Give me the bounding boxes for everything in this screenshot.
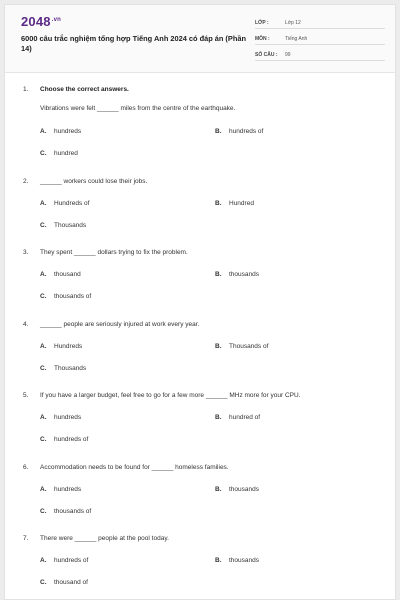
option-letter: A. [40, 128, 47, 135]
option-text: hundreds [54, 486, 82, 493]
document-page [4, 4, 396, 600]
option-text: Hundreds [54, 343, 83, 350]
option-c[interactable] [40, 150, 78, 157]
question-instruction: Choose the correct answers. [40, 86, 129, 93]
option-text: Hundreds of [54, 200, 90, 207]
question-number: 6. [23, 464, 29, 471]
question-text: ______ people are seriously injured at work every year. [40, 321, 200, 328]
meta-row-subject [255, 32, 385, 45]
question-text: ______ workers could lose their jobs. [40, 178, 148, 185]
option-text: Thousands of [229, 343, 269, 350]
document-meta [255, 16, 385, 64]
meta-label: SỐ CÂU : [255, 52, 278, 58]
meta-row-count [255, 48, 385, 61]
site-logo[interactable] [21, 14, 61, 29]
option-text: hundred of [229, 414, 261, 421]
option-text: thousand of [54, 579, 88, 586]
option-c[interactable] [40, 222, 86, 229]
option-text: thousands of [54, 508, 92, 515]
question-number: 1. [23, 86, 29, 93]
question-text: If you have a larger budget, feel free to go for a few more ______ MHz more for your CPU. [40, 392, 301, 399]
option-c[interactable] [40, 508, 91, 515]
option-text: Thousands [54, 222, 87, 229]
option-b[interactable] [215, 128, 263, 135]
option-letter: A. [40, 200, 47, 207]
question-text: Vibrations were felt ______ miles from the centre of the earthquake. [40, 105, 236, 112]
question-number: 2. [23, 178, 29, 185]
option-a[interactable] [40, 557, 88, 564]
question-6 [5, 464, 395, 536]
option-text: hundreds of [54, 436, 89, 443]
option-text: hundreds of [229, 128, 264, 135]
question-7 [5, 535, 395, 600]
question-5 [5, 392, 395, 464]
option-a[interactable] [40, 128, 81, 135]
option-letter: B. [215, 486, 222, 493]
option-a[interactable] [40, 414, 81, 421]
question-text: There were ______ people at the pool today. [40, 535, 169, 542]
option-a[interactable] [40, 271, 81, 278]
question-1 [5, 86, 395, 172]
option-letter: C. [40, 293, 47, 300]
option-text: Hundred [229, 200, 254, 207]
option-a[interactable] [40, 343, 82, 350]
option-letter: B. [215, 271, 222, 278]
option-text: thousands [229, 557, 259, 564]
option-letter: A. [40, 271, 47, 278]
option-b[interactable] [215, 200, 254, 207]
option-text: hundreds of [54, 557, 89, 564]
option-text: thousands [229, 271, 259, 278]
option-text: thousands [229, 486, 259, 493]
option-text: Thousands [54, 365, 87, 372]
option-letter: B. [215, 414, 222, 421]
question-number: 3. [23, 249, 29, 256]
option-text: hundreds [54, 414, 82, 421]
option-c[interactable] [40, 365, 86, 372]
option-letter: B. [215, 200, 222, 207]
option-c[interactable] [40, 436, 88, 443]
option-letter: C. [40, 150, 47, 157]
logo-text: 2048 [21, 14, 51, 29]
option-c[interactable] [40, 293, 91, 300]
option-letter: C. [40, 508, 47, 515]
option-b[interactable] [215, 486, 259, 493]
option-letter: C. [40, 436, 47, 443]
option-letter: C. [40, 579, 47, 586]
question-3 [5, 249, 395, 321]
option-a[interactable] [40, 200, 89, 207]
document-header [5, 5, 395, 73]
meta-row-class [255, 16, 385, 29]
document-title: 6000 câu trắc nghiệm tổng hợp Tiếng Anh 2024 có đáp án (Phần 14) [21, 34, 246, 53]
question-number: 5. [23, 392, 29, 399]
option-letter: B. [215, 128, 222, 135]
option-b[interactable] [215, 557, 259, 564]
logo-suffix: .vn [51, 16, 62, 23]
option-text: hundreds [54, 128, 82, 135]
option-letter: A. [40, 414, 47, 421]
option-b[interactable] [215, 271, 259, 278]
option-letter: C. [40, 222, 47, 229]
meta-value: 99 [285, 52, 291, 58]
option-letter: A. [40, 343, 47, 350]
option-text: thousands of [54, 293, 92, 300]
option-c[interactable] [40, 579, 88, 586]
option-b[interactable] [215, 343, 268, 350]
meta-value: Lớp 12 [285, 20, 301, 26]
question-number: 4. [23, 321, 29, 328]
question-number: 7. [23, 535, 29, 542]
option-letter: A. [40, 486, 47, 493]
option-letter: B. [215, 343, 222, 350]
option-b[interactable] [215, 414, 260, 421]
question-text: They spent ______ dollars trying to fix the problem. [40, 249, 188, 256]
option-text: thousand [54, 271, 81, 278]
meta-label: MÔN : [255, 36, 270, 42]
meta-value: Tiếng Anh [285, 36, 308, 42]
question-2 [5, 178, 395, 250]
option-a[interactable] [40, 486, 81, 493]
option-text: hundred [54, 150, 78, 157]
question-text: Accommodation needs to be found for ______ homeless families. [40, 464, 229, 471]
option-letter: C. [40, 365, 47, 372]
meta-label: LỚP : [255, 20, 269, 26]
question-4 [5, 321, 395, 393]
option-letter: B. [215, 557, 222, 564]
option-letter: A. [40, 557, 47, 564]
